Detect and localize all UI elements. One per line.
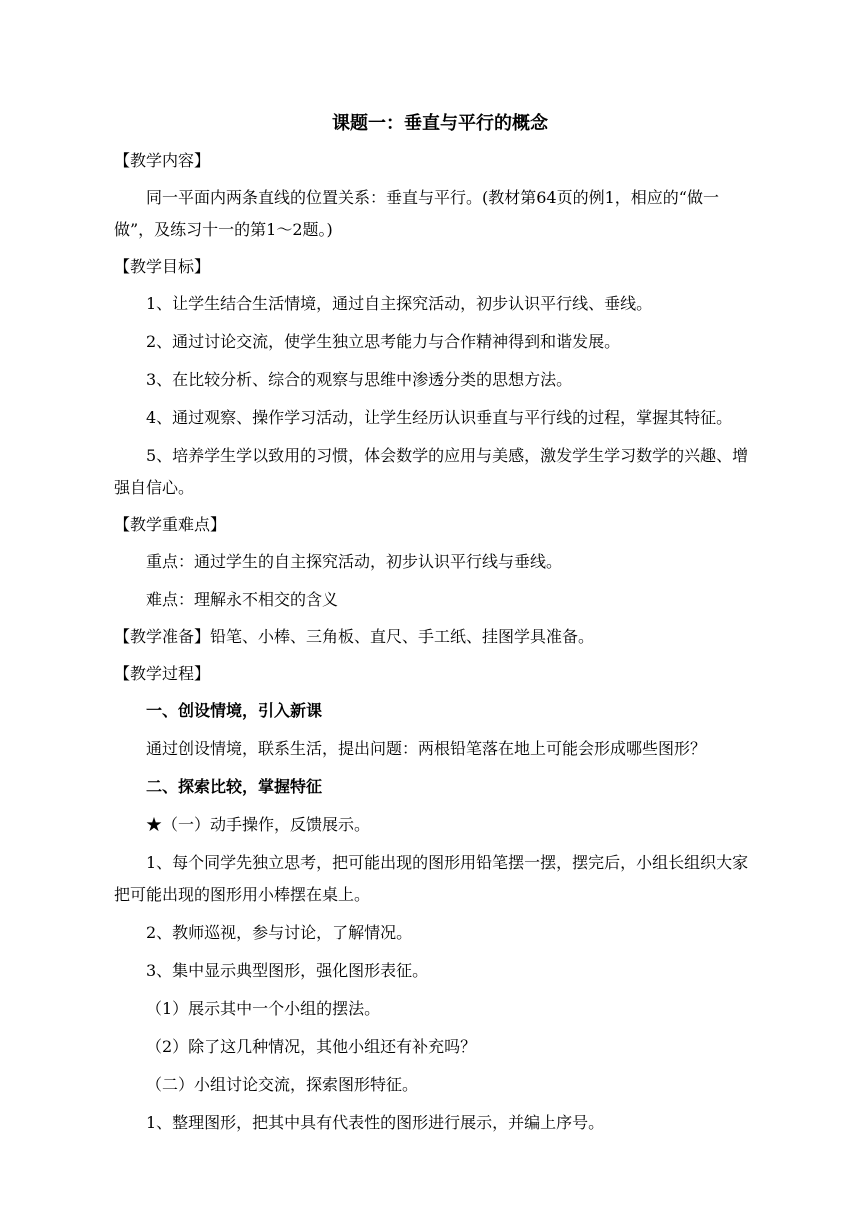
goal-item-5: 5、培养学生学以致用的习惯，体会数学的应用与美感，激发学生学习数学的兴趣、增强自信心。	[114, 446, 749, 497]
section-heading-goals: 【教学目标】	[114, 257, 211, 276]
difficulty-item: 难点：理解永不相交的含义	[146, 590, 339, 609]
goal-item-4: 4、通过观察、操作学习活动，让学生经历认识垂直与平行线的过程，掌握其特征。	[146, 408, 733, 427]
process-item-3-sub-1: （1）展示其中一个小组的摆法。	[146, 999, 381, 1018]
process-item-2: 2、教师巡视，参与讨论，了解情况。	[146, 923, 413, 942]
key-point-item: 重点：通过学生的自主探究活动，初步认识平行线与垂线。	[146, 552, 563, 571]
process-substep-heading-1: ★（一）动手操作，反馈展示。	[146, 815, 371, 834]
document-title: 课题一：垂直与平行的概念	[332, 113, 548, 134]
process-item-1: 1、每个同学先独立思考，把可能出现的图形用铅笔摆一摆，摆完后，小组长组织大家把可能出现的图形用小棒摆在桌上。	[114, 853, 749, 904]
goal-item-3: 3、在比较分析、综合的观察与思维中渗透分类的思想方法。	[146, 370, 573, 389]
goal-item-1: 1、让学生结合生活情境，通过自主探究活动，初步认识平行线、垂线。	[146, 294, 653, 313]
goal-item-2: 2、通过讨论交流，使学生独立思考能力与合作精神得到和谐发展。	[146, 332, 621, 351]
process-step-heading-2: 二、探索比较，掌握特征	[146, 777, 323, 796]
process-item-3-sub-2: （2）除了这几种情况，其他小组还有补充吗？	[146, 1037, 477, 1056]
document-body	[114, 108, 754, 1139]
process-step-heading-1: 一、创设情境，引入新课	[146, 701, 323, 720]
content-paragraph: 同一平面内两条直线的位置关系：垂直与平行。(教材第64页的例1，相应的“做一做”，及练习十一的第1～2题。)	[114, 188, 719, 239]
section-heading-preparation: 【教学准备】铅笔、小棒、三角板、直尺、手工纸、挂图学具准备。	[114, 627, 595, 646]
process-item-4: 1、整理图形，把其中具有代表性的图形进行展示，并编上序号。	[146, 1113, 605, 1132]
process-paragraph: 通过创设情境，联系生活，提出问题：两根铅笔落在地上可能会形成哪些图形？	[146, 739, 707, 758]
process-substep-heading-2: （二）小组讨论交流，探索图形特征。	[146, 1075, 419, 1094]
section-heading-content: 【教学内容】	[114, 151, 211, 170]
section-heading-key-points: 【教学重难点】	[114, 515, 227, 534]
section-heading-process: 【教学过程】	[114, 664, 211, 683]
process-item-3: 3、集中显示典型图形，强化图形表征。	[146, 961, 429, 980]
